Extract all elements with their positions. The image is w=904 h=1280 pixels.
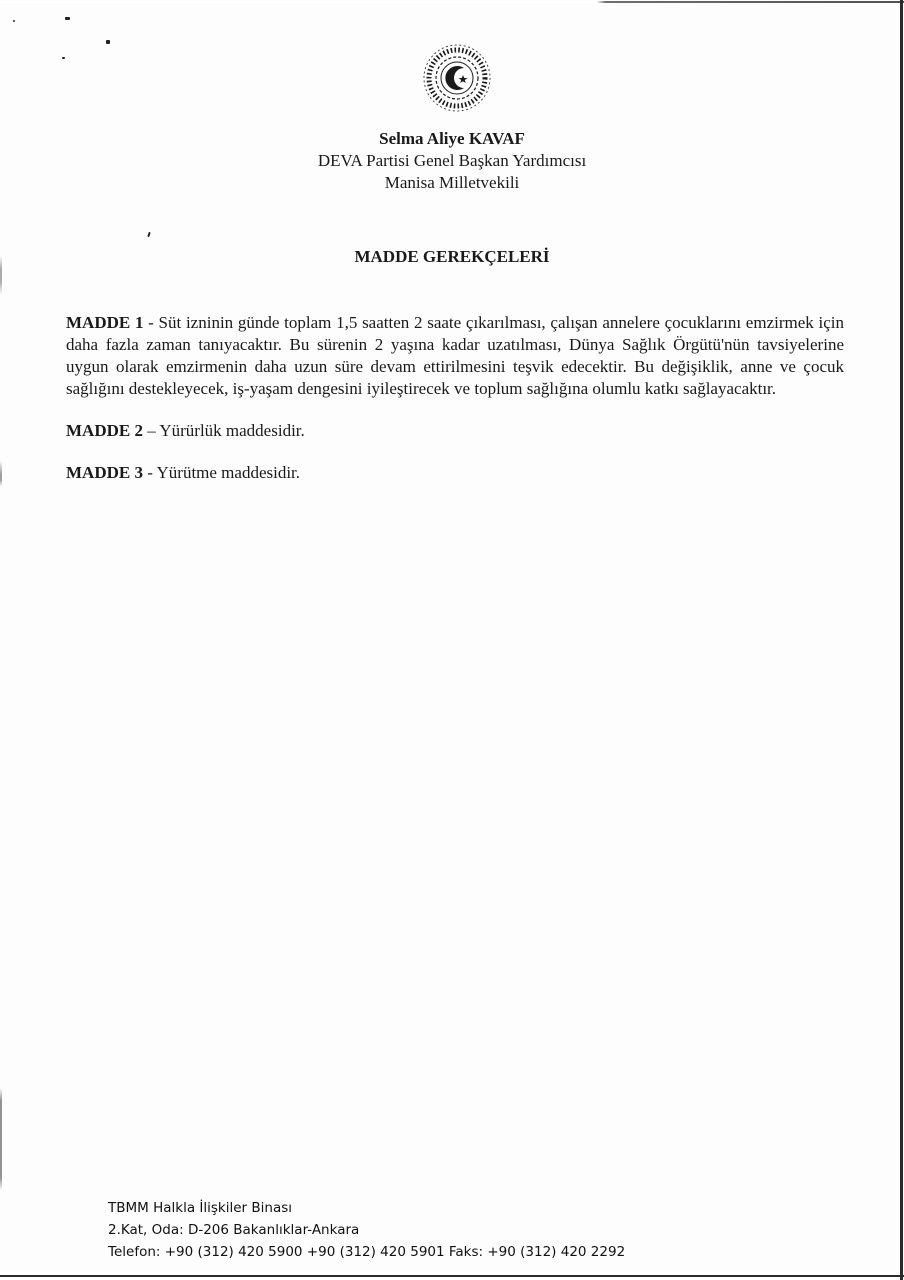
article-text: Süt izninin günde toplam 1,5 saatten 2 saate çıkarılması, çalışan annelere çocuklarını emzirmek için daha fazla zaman tanıyacaktır. Bu sürenin 2 yaşına kadar uzatılması, Dünya Sağlık Örgütü'nün tavsiyelerine uygun olarak emzirmenin daha uzun süre devam ettirilmesini teşvik edecektir. Bu değişiklik, anne ve çocuk sağlığını destekleyecek, iş-yaşam dengesini iyileştirecek ve toplum sağlığına olumlu katkı sağlayacaktır. bbox=[66, 313, 844, 398]
footer-phone-fax: Telefon: +90 (312) 420 5900 +90 (312) 420 5901 Faks: +90 (312) 420 2292 bbox=[108, 1244, 626, 1260]
scan-speck bbox=[65, 17, 70, 20]
article-2 bbox=[66, 420, 844, 442]
scan-speck bbox=[13, 20, 15, 22]
article-text: Yürürlük maddesidir. bbox=[159, 421, 305, 440]
scan-edge-bottom bbox=[0, 1275, 904, 1277]
article-3 bbox=[66, 462, 844, 484]
deva-party-emblem-icon bbox=[418, 40, 496, 116]
scan-speck bbox=[106, 40, 110, 44]
article-label: MADDE 1 bbox=[66, 313, 144, 332]
mp-district: Manisa Milletvekili bbox=[384, 173, 520, 192]
article-label: MADDE 2 bbox=[66, 421, 143, 440]
scan-edge-top bbox=[0, 1, 904, 3]
article-separator: - bbox=[143, 313, 159, 332]
article-separator: – bbox=[142, 421, 160, 440]
article-label: MADDE 3 bbox=[66, 463, 143, 482]
mp-header bbox=[0, 128, 904, 194]
document-body bbox=[66, 312, 844, 504]
mp-position: DEVA Partisi Genel Başkan Yardımcısı bbox=[317, 151, 587, 170]
article-1 bbox=[66, 312, 844, 400]
scan-speck bbox=[147, 232, 151, 237]
article-separator: - bbox=[142, 463, 157, 482]
scan-speck bbox=[62, 57, 65, 59]
contact-footer bbox=[108, 1197, 808, 1263]
footer-address-room: 2.Kat, Oda: D-206 Bakanlıklar-Ankara bbox=[108, 1222, 360, 1238]
footer-address-building: TBMM Halkla İlişkiler Binası bbox=[108, 1200, 293, 1216]
mp-name: Selma Aliye KAVAF bbox=[379, 129, 525, 148]
article-text: Yürütme maddesidir. bbox=[156, 463, 301, 482]
document-title: MADDE GEREKÇELERİ bbox=[354, 247, 550, 266]
